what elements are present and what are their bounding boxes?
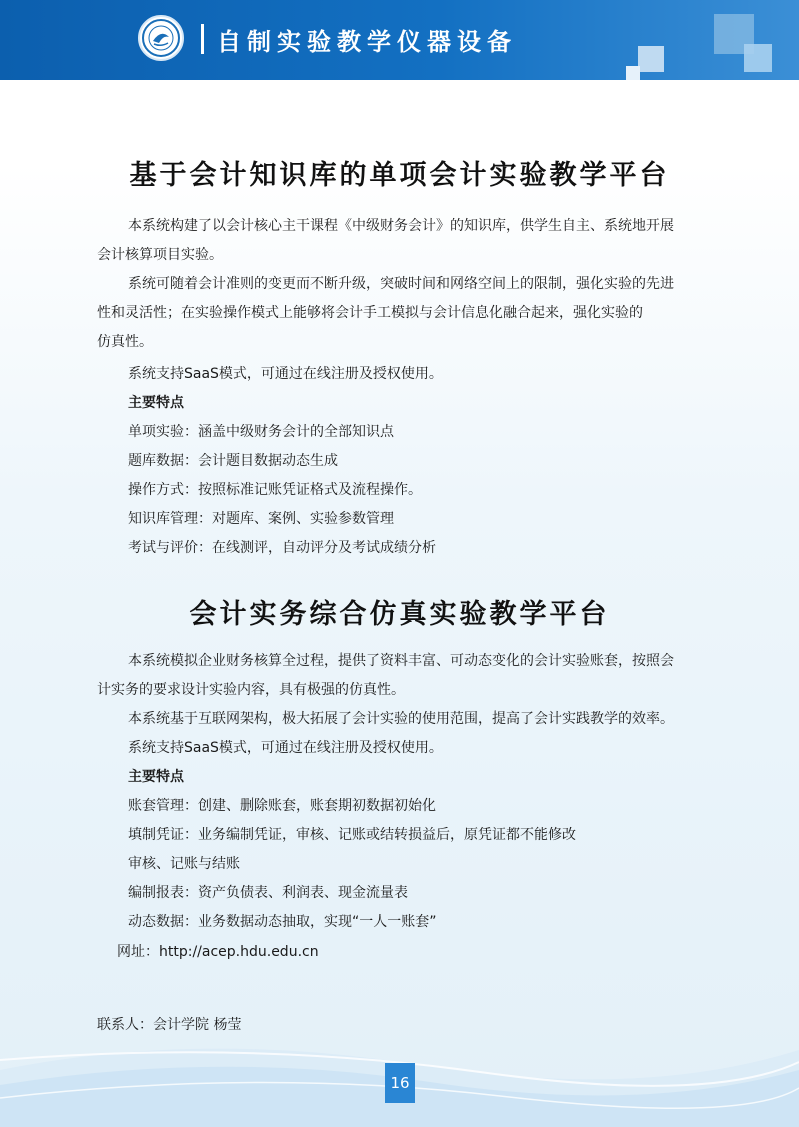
section2-feature-item: 审核、记账与结账 (128, 856, 240, 872)
section1-para1-line2: 会计核算项目实验。 (97, 247, 223, 263)
section2-feature-item: 编制报表：资产负债表、利润表、现金流量表 (128, 885, 408, 901)
section1-feature-item: 题库数据：会计题目数据动态生成 (128, 453, 338, 469)
decor-square (744, 44, 772, 72)
section2-para3: 系统支持SaaS模式，可通过在线注册及授权使用。 (128, 740, 443, 756)
section1-feature-item: 单项实验：涵盖中级财务会计的全部知识点 (128, 424, 394, 440)
website-link[interactable]: 网址：http://acep.hdu.edu.cn (117, 944, 319, 960)
section2-features-heading: 主要特点 (128, 769, 184, 785)
section1-feature-item: 操作方式：按照标准记账凭证格式及流程操作。 (128, 482, 422, 498)
section1-features-heading: 主要特点 (128, 395, 184, 411)
header-divider (201, 24, 204, 54)
section1-para3: 系统支持SaaS模式，可通过在线注册及授权使用。 (128, 366, 443, 382)
section2-para2: 本系统基于互联网架构，极大拓展了会计实验的使用范围，提高了会计实践教学的效率。 (128, 711, 674, 727)
contact-person: 联系人：会计学院 杨莹 (97, 1017, 242, 1033)
section2-para1-line2: 计实务的要求设计实验内容，具有极强的仿真性。 (97, 682, 405, 698)
section1-para2-line1: 系统可随着会计准则的变更而不断升级，突破时间和网络空间上的限制，强化实验的先进 (128, 276, 674, 292)
section2-feature-item: 动态数据：业务数据动态抽取，实现“一人一账套” (128, 914, 437, 930)
page-header (0, 0, 799, 80)
section2-title: 会计实务综合仿真实验教学平台 (189, 599, 610, 630)
section1-title: 基于会计知识库的单项会计实验教学平台 (129, 160, 670, 191)
section2-feature-item: 填制凭证：业务编制凭证，审核、记账或结转损益后，原凭证都不能修改 (128, 827, 576, 843)
section2-feature-item: 账套管理：创建、删除账套，账套期初数据初始化 (128, 798, 436, 814)
decor-square (626, 66, 640, 80)
page-number: 16 (385, 1063, 415, 1103)
section1-feature-item: 考试与评价：在线测评，自动评分及考试成绩分析 (128, 540, 436, 556)
section1-para2-line3: 仿真性。 (97, 334, 153, 350)
header-title: 自制实验教学仪器设备 (217, 28, 517, 56)
section1-feature-item: 知识库管理：对题库、案例、实验参数管理 (128, 511, 394, 527)
section1-para1-line1: 本系统构建了以会计核心主干课程《中级财务会计》的知识库，供学生自主、系统地开展 (128, 218, 674, 234)
section1-para2-line2: 性和灵活性；在实验操作模式上能够将会计手工模拟与会计信息化融合起来，强化实验的 (97, 305, 643, 321)
decor-square (638, 46, 664, 72)
university-logo (138, 15, 184, 61)
section2-para1-line1: 本系统模拟企业财务核算全过程，提供了资料丰富、可动态变化的会计实验账套，按照会 (128, 653, 674, 669)
